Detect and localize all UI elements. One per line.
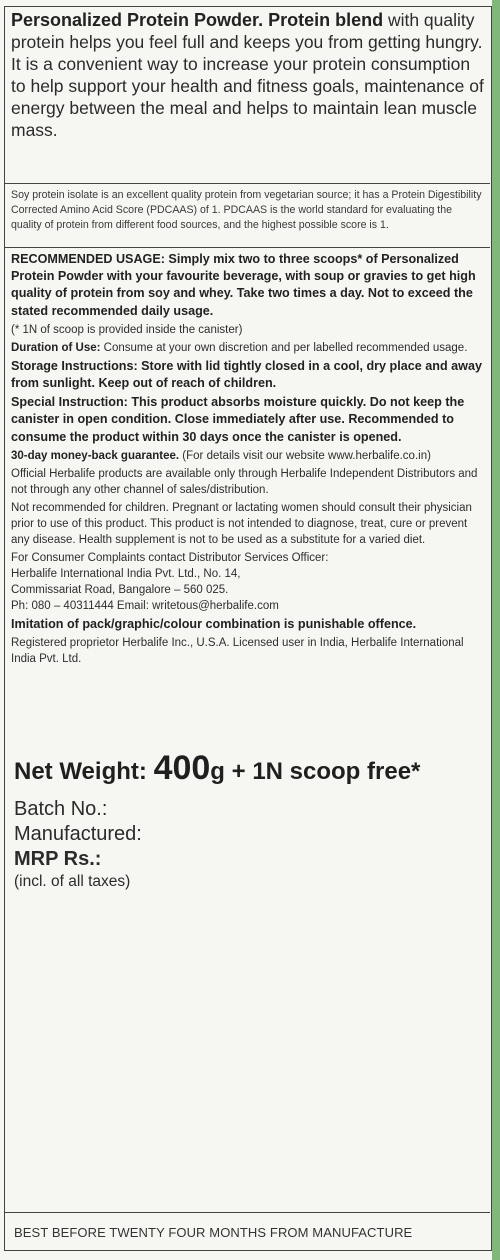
mrp: MRP Rs.: bbox=[14, 848, 102, 870]
registered-proprietor: Registered proprietor Herbalife Inc., U.S.A. Licensed user in India, Herbalife International India Pvt. Ltd. bbox=[11, 637, 464, 666]
net-weight-scoop: + 1N scoop free* bbox=[224, 758, 421, 785]
money-back-guarantee bbox=[11, 448, 484, 464]
net-weight bbox=[14, 749, 420, 788]
soy-protein-note: Soy protein isolate is an excellent quality protein from vegetarian source; it has a Protein Digestibility Corrected Amino Acid Score (PDCAAS) of 1. PDCAAS is the world standard for evaluating the quality of protein from different food sources, and the highest possible score is 1. bbox=[11, 189, 482, 231]
net-weight-label: Net Weight: bbox=[14, 758, 147, 785]
complaints-line-4: Ph: 080 – 40311444 Email: writetous@herbalife.com bbox=[11, 599, 279, 612]
scoop-note: (* 1N of scoop is provided inside the canister) bbox=[11, 323, 243, 336]
intro-paragraph bbox=[5, 9, 490, 141]
intro-text: with quality protein helps you feel full and keeps you from getting hungry. It is a convenient way to increase your protein consumption to help support your health and fitness goals, maintenance of energy between the meal and helps to maintain lean muscle mass. bbox=[11, 10, 484, 140]
divider bbox=[5, 183, 490, 184]
imitation-warning: Imitation of pack/graphic/colour combination is punishable offence. bbox=[11, 616, 417, 631]
batch-info bbox=[14, 797, 142, 892]
intro-bold-heading: Personalized Protein Powder. Protein blend bbox=[11, 10, 384, 30]
usage-section bbox=[5, 251, 490, 669]
complaints-line-1: For Consumer Complaints contact Distributor Services Officer: bbox=[11, 551, 329, 564]
complaints-line-2: Herbalife International India Pvt. Ltd., No. 14, bbox=[11, 567, 241, 580]
net-weight-amount: 400 bbox=[153, 749, 211, 787]
green-edge-strip bbox=[492, 0, 500, 1260]
taxes-note: (incl. of all taxes) bbox=[14, 873, 131, 890]
duration-of-use bbox=[11, 340, 484, 356]
manufactured: Manufactured: bbox=[14, 823, 142, 845]
complaints-line-3: Commissariat Road, Bangalore – 560 025. bbox=[11, 583, 229, 596]
special-instruction: Special Instruction: This product absorbs moisture quickly. Do not keep the canister in open condition. Close immediately after use. Recommended to consume the product within 30 days once the canister is opened. bbox=[11, 395, 465, 444]
not-recommended-note: Not recommended for children. Pregnant or lactating women should consult their physician prior to use of this product. This product is not intended to diagnose, treat, cure or prevent any disease. Health supplement is not to be used as a substitute for a varied diet. bbox=[11, 501, 472, 546]
recommended-usage: RECOMMENDED USAGE: Simply mix two to three scoops* of Personalized Protein Powder with your favourite beverage, with soup or gravies to get high quality of protein from soy and whey. Take two times a day. Not to exceed the stated recommended daily usage. bbox=[11, 252, 476, 318]
label-border-box bbox=[4, 6, 492, 1251]
storage-instructions: Storage Instructions: Store with lid tightly closed in a cool, dry place and away from sunlight. Keep out of reach of children. bbox=[11, 358, 482, 391]
batch-no: Batch No.: bbox=[14, 798, 108, 820]
guarantee-label: 30-day money-back guarantee. bbox=[11, 449, 180, 462]
duration-label: Duration of Use: bbox=[11, 341, 101, 354]
official-products-note: Official Herbalife products are available only through Herbalife Independent Distributors and not through any other channel of sales/distribution. bbox=[11, 467, 478, 496]
best-before: BEST BEFORE TWENTY FOUR MONTHS FROM MANUFACTURE bbox=[14, 1225, 413, 1240]
duration-text: Consume at your own discretion and per labelled recommended usage. bbox=[103, 341, 468, 354]
guarantee-text: (For details visit our website www.herbalife.co.in) bbox=[182, 449, 431, 462]
divider bbox=[5, 247, 490, 248]
net-weight-unit: g bbox=[210, 758, 225, 785]
divider bbox=[5, 1212, 490, 1213]
